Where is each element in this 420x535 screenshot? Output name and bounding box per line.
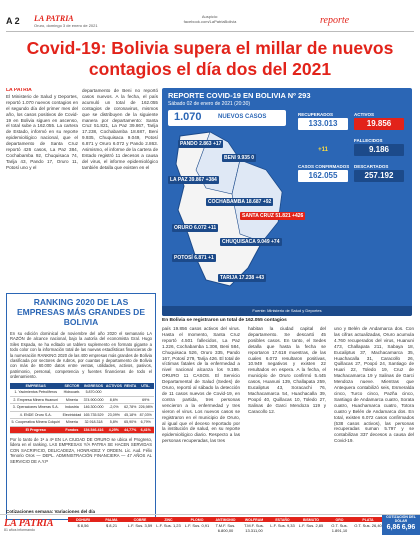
article-column-4 — [248, 326, 326, 512]
ranking-cell: El Progreso — [10, 426, 61, 433]
ranking-col-header: RENTA — [124, 383, 137, 388]
article-text-1: El Ministerio de Salud y Deportes, reportó 1.070 nuevos contagios en el segundo día del primer mes del año, los casos positivos de Covid-19 en Bolivia siguen en ascenso, el total sube a 162.055. La cartera de Estado, informó en su reporte epidemiológico nacional, que el departamento de Santa Cruz reportó 426 casos, La Paz 384, Cochabamba 92, Chuquisaca 74, Tarija 43, Pando 17, Oruro 11, Potosí uno y el — [6, 93, 78, 170]
ranking-col-header: EMPRESAS — [10, 383, 61, 389]
header-divider — [6, 31, 414, 32]
article-column-1 — [6, 88, 78, 288]
sponsor-block — [180, 14, 240, 24]
deaths-label: FALLECIDOS — [354, 138, 383, 143]
dept-badge-beni: BENI 9.935 0 — [224, 155, 255, 161]
quote-value: T.M.F. Sus. 13.311,00 — [244, 523, 264, 534]
quote-value: L.F. Sus. 3,59 — [127, 523, 153, 529]
ranking-col-header: SECTOR — [61, 383, 82, 389]
ranking-cell: 4. ENDE Oruro S.A. — [10, 411, 61, 418]
dept-badge-tarija: TARIJA 17.238 +43 — [220, 275, 265, 281]
ranking-cell: 5,8% — [105, 419, 123, 426]
ranking-row — [10, 411, 154, 418]
quote-item — [125, 517, 155, 528]
ranking-cell: 226,98% — [138, 405, 153, 410]
ranking-cell: 8,6% — [105, 396, 123, 403]
quote-name: BISMUTO — [296, 517, 326, 522]
ranking-row — [10, 426, 154, 433]
dollar-rate-buy: 6,86 — [386, 523, 401, 531]
stat-deaths — [298, 138, 406, 158]
ranking-row — [10, 404, 154, 411]
ranking-cell: 62,78% — [124, 405, 137, 410]
quote-value: $ 8,21 — [105, 523, 118, 529]
dept-badge-oruro: ORURO 6.072 +11 — [174, 225, 217, 231]
ranking-cell: Electricidad — [62, 412, 82, 417]
article-text-2: departamento de Beni no reportó casos nuevos. A la fecha, el país acumuló un total de 162.055 contagios de coronavirus, mismos que se distribuyen de la siguiente manera por departamento: Santa Cruz 51.821, La Paz 39.867, Tarija 17.238, Cochabamba 18.687, Beni 9.935, Chuquisaca 9.049, Potosí 6.871 y Oruro 6.072 y Pando 2.863. Asimismo, el informe de la cartera de Estado registró 11 decesos a causa del virus, el informe epidemiológico también detalla que existen en el — [82, 88, 158, 170]
ranking-cell — [138, 389, 155, 396]
quote-name: WOLFRAM — [239, 517, 269, 522]
quote-name: PLATA — [353, 517, 383, 522]
ranking-cell: 154.546.416 — [83, 427, 104, 432]
ranking-box — [6, 293, 156, 520]
ranking-cell: 44,77% — [124, 427, 137, 432]
ranking-row — [10, 419, 154, 426]
ranking-cell: 69% — [138, 396, 155, 403]
ranking-cell: 65,90% — [124, 420, 137, 425]
quote-name: DOHURI — [68, 517, 98, 522]
quote-value: O.T. Sus. 26,40 — [354, 523, 382, 529]
ranking-cell: 374.900.000 — [83, 397, 104, 402]
quote-name: ESTAÑO — [268, 517, 298, 522]
new-cases-box — [168, 110, 286, 126]
ranking-cell: 3. Operaciones Mineras S.A. — [10, 404, 61, 411]
quote-item — [239, 517, 269, 533]
quote-name: COBRE — [125, 517, 155, 522]
infographic-title: REPORTE COVID-19 EN BOLIVIA Nº 293 — [168, 91, 311, 100]
ranking-body: En su edición dominical de noviembre del año 2020 el semanario LA RAZÓN de alcance nacional, bajo la autoría del economista Gral. Hugo Siles Espada, se ha editado un tablero suplemento en formato gigante a todo color con la información total de las nuevas estadísticas financieras de la numeración RANKING 2020 de las 400 empresas más grandes de Bolivia clasificada por sectores de rubros, por cuantas y departamento de Bolivia con más de 60.000 datos entre ventas, utilidades, activos, pasivos, patrimonio, personal, competencia y fuentes financieras de todo el ordenamiento. — [10, 331, 152, 380]
quote-item — [353, 517, 383, 528]
article-text-4: habitan la ciudad capital del departamento. Se descartó 45 posibles casos. En tanto, el Sedes detalla que hasta la fecha se reportaron 17.618 muestras, de las cuales 6.072 resultaron positivas, 10.949 negativos y existen 22 resultados en espera. A la fecha, el municipio de Oruro confirmó 5.445 casos, Huanuni 139, Challapata 259, Eucaliptus 43, Soracachi 76, Machacamarca 54, Huachacalla 39, Poopó 40, Quillacas 10, Toledo 27, Salinas de Garci Mendoza 119 y Caracollo 12. — [248, 326, 326, 414]
ticker-logo-sub: 81 años informando — [4, 528, 35, 532]
ranking-cell: 5.870.000 — [82, 389, 104, 396]
recovered-value: 133.013 — [298, 118, 348, 130]
confirmed-value: 162.055 — [298, 170, 348, 182]
deaths-new-value: +11 — [298, 144, 348, 156]
quote-value: $ 8,56 — [77, 523, 89, 529]
dept-badge-potosi: POTOSÍ 6.871 +1 — [174, 255, 214, 261]
quote-item — [268, 517, 298, 528]
ticker-title: Cotizaciones semana: Variaciones del día — [6, 509, 96, 514]
ranking-cell: 5. Cooperativa Minera Colquiri — [11, 420, 60, 425]
ranking-table — [10, 383, 154, 434]
masthead-logo: LA PATRIA — [34, 14, 74, 23]
ranking-footer: Por lo tanto de 1ª a 4ª EN LA CIUDAD DE ORURO se ubica el Progreso, lidera en el ranking. LAS EMPRESAS Y/A PATRIA SE HACEN SERVIDAS CON SACRIFICIO, DELICADEZA, HONRADEZ Y ORDEN. Lic. Aud. Félix Tenorio Oros — DEPL. ADMINISTRACIÓN FINANCIERA — 47 AÑOS AL SERVICIO DE A.Y.P — [10, 437, 152, 464]
deaths-value: 9.186 — [354, 144, 404, 156]
dept-badge-la-paz: LA PAZ 39.867 +384 — [170, 177, 217, 183]
quote-item — [154, 517, 184, 528]
dollar-rate-box — [382, 515, 420, 535]
active-value: 19.856 — [354, 118, 404, 130]
ranking-cell: 6,41% — [138, 426, 155, 433]
article-column-3 — [162, 326, 240, 512]
active-label: ACTIVOS — [354, 112, 375, 117]
ranking-cell: 45,18% — [124, 412, 137, 417]
ranking-cell: 32.918.318 — [82, 419, 104, 426]
discarded-label: DESCARTADOS — [354, 164, 389, 169]
ranking-cell: Industria — [61, 404, 82, 411]
confirmed-label: CASOS CONFIRMADOS — [298, 164, 350, 169]
ranking-cell: Hidrocarb. — [61, 389, 82, 396]
quote-name: ORO — [325, 517, 355, 522]
ranking-cell: 146.300.000 — [83, 405, 104, 410]
article-kicker: LA PATRIA — [6, 88, 32, 93]
sponsor-link[interactable]: facebook.com/LaPatriaBolivia — [183, 19, 237, 24]
ranking-cell: Fondos — [61, 426, 82, 433]
quote-value: T.M.F. Sus. 6.800,00 — [215, 523, 236, 534]
dollar-rate-sell: 6,96 — [401, 523, 416, 531]
quote-name: PLOMO — [182, 517, 212, 522]
article-text-3: país 19.856 casos activos del virus. Hasta el momento, Santa Cruz reportó 4.501 fallecidos, La Paz 1.226, Cochabamba 1.308, Beni 584, Chuquisaca 526, Oruro 335, Pando 167, Potosí 279, Tarija 426. El total de víctimas fatales de la enfermedad a nivel nacional alcanza los 9.186. ORURO 11 CASOS. El Servicio Departamental de Salud (Sedes) de Oruro, reportó al sábado la detección de 11 casos nuevos de Covid-19, en contra partida, tres personas vencieron a la enfermedad y tres vieron el virus. Los nuevos casos se registraron en el municipio de Oruro, al igual que el deceso reportado por la institución de salud, en su reporte epidemiológico diario. Respecto a las personas recuperadas, las tres — [162, 326, 240, 444]
ranking-cell: 165.735.529 — [83, 412, 104, 417]
main-headline: Covid-19: Bolivia supera el millar de nuevos contagios el día dos del 2021 — [26, 38, 394, 79]
infographic-caption: En Bolivia se registraron un total de 162.055 contagios — [162, 318, 287, 323]
page-number: A 2 — [6, 16, 20, 26]
ranking-col-header: ACTIVOS — [105, 383, 122, 388]
dept-badge-chuquisaca: CHUQUISACA 9.049 +74 — [222, 239, 280, 245]
ticker-logo: LA PATRIA — [4, 518, 54, 529]
masthead-date: Oruro, domingo 3 de enero de 2021 — [34, 23, 98, 28]
sponsor-label: Auspicio: — [201, 14, 219, 19]
quote-value: L.F. Sus. 1,23 — [156, 523, 181, 529]
ranking-cell: 2. Empresa Minera Huanuni — [10, 396, 61, 403]
ranking-cell: 23,09% — [105, 411, 123, 418]
dept-badge-cochabamba: COCHABAMBA 18.687 +92 — [208, 199, 272, 205]
ranking-row — [10, 389, 154, 396]
dollar-rate-title: COTIZACIÓN DEL DÓLAR — [386, 515, 416, 524]
quote-item — [296, 517, 326, 528]
ranking-cell: Minería — [61, 419, 82, 426]
covid-infographic — [162, 88, 412, 316]
ranking-title: RANKING 2020 DE LAS EMPRESAS MÁS GRANDES DE BOLIVIA — [17, 297, 145, 327]
article-column-5 — [334, 326, 414, 512]
quotes-ticker — [0, 509, 420, 534]
ranking-cell — [123, 389, 137, 396]
infographic-date: Sábado 02 de enero de 2021 (20:30) — [168, 101, 251, 107]
quote-item — [68, 517, 98, 528]
ranking-cell: 4,25% — [105, 426, 123, 433]
dept-badge-santa-cruz: SANTA CRUZ 51.821 +426 — [242, 213, 304, 219]
quote-name: ANTIMONIO — [211, 517, 241, 522]
new-cases-value: 1.070 — [174, 111, 202, 123]
quote-item — [97, 517, 127, 528]
ranking-cell — [105, 389, 123, 396]
ranking-cell: 6,79% — [138, 419, 155, 426]
quote-item — [182, 517, 212, 528]
ranking-col-header: UTIL. — [138, 383, 155, 389]
quote-value: L.F. Sus. 9,33 — [270, 523, 295, 529]
new-cases-label: NUEVOS CASOS — [218, 114, 267, 120]
quote-item — [325, 517, 355, 533]
ranking-cell: -2,0% — [105, 404, 123, 411]
page-header — [0, 0, 420, 30]
recovered-label: RECUPERADOS — [298, 112, 334, 117]
article-column-2 — [82, 88, 158, 288]
quote-name: PALMA — [97, 517, 127, 522]
quote-value: L.F. Sus. 0,91 — [184, 523, 210, 529]
quote-value: L.F. Sus. 2,85 — [298, 523, 324, 529]
section-title: reporte — [320, 15, 350, 26]
infographic-source: Fuente: Ministerio de Salud y Deportes — [162, 306, 412, 316]
ranking-row — [10, 396, 154, 403]
stat-recovered-active — [298, 112, 406, 132]
stat-confirmed-discarded — [298, 164, 406, 184]
quote-item — [211, 517, 241, 533]
dept-badge-pando: PANDO 2.863 +17 — [180, 141, 222, 147]
quote-name: ZINC — [154, 517, 184, 522]
ranking-cell — [123, 396, 137, 403]
ranking-cell: Minería — [61, 396, 82, 403]
ranking-cell: 87,03% — [138, 411, 155, 418]
quote-value: O.T. Sus. 1.891,10 — [331, 523, 348, 534]
ranking-cell: 1. Yacimientos Petrolíferos — [10, 389, 61, 396]
discarded-value: 257.192 — [354, 170, 404, 182]
ranking-col-header: INGRESOS — [84, 383, 104, 388]
article-text-5: uno y Belén de Andamarca dos. Con las cifras actualizadas, Oruro acumula 4.760 recuperados del virus, Huanuni 473, Challapata 211, Sabaya 18, Eucaliptus 37, Machacamarca 35, Huachacalla 31, Caracollo 26, Quillacas 27, Poopó 24, Santiago de Huari 22, Toledo 19, Cruz de Machacamarca 19 y Salinas de Garci Mendoza nueve. Mientras que Antequera contabilizó seis, Esmeralda cinco, Turco cinco, Pazña cinco, Santiago de Andamarca cuatro, Sorata cuatro, Huachamarca cuatro, Totora cuatro y Belén de Andamarca dos. En total, existen 6.072 casos confirmados (538 casos activos), las personas recuperadas suman 5.797 y se contabilizan 337 decesos a causa del Covid-19. — [334, 326, 414, 444]
